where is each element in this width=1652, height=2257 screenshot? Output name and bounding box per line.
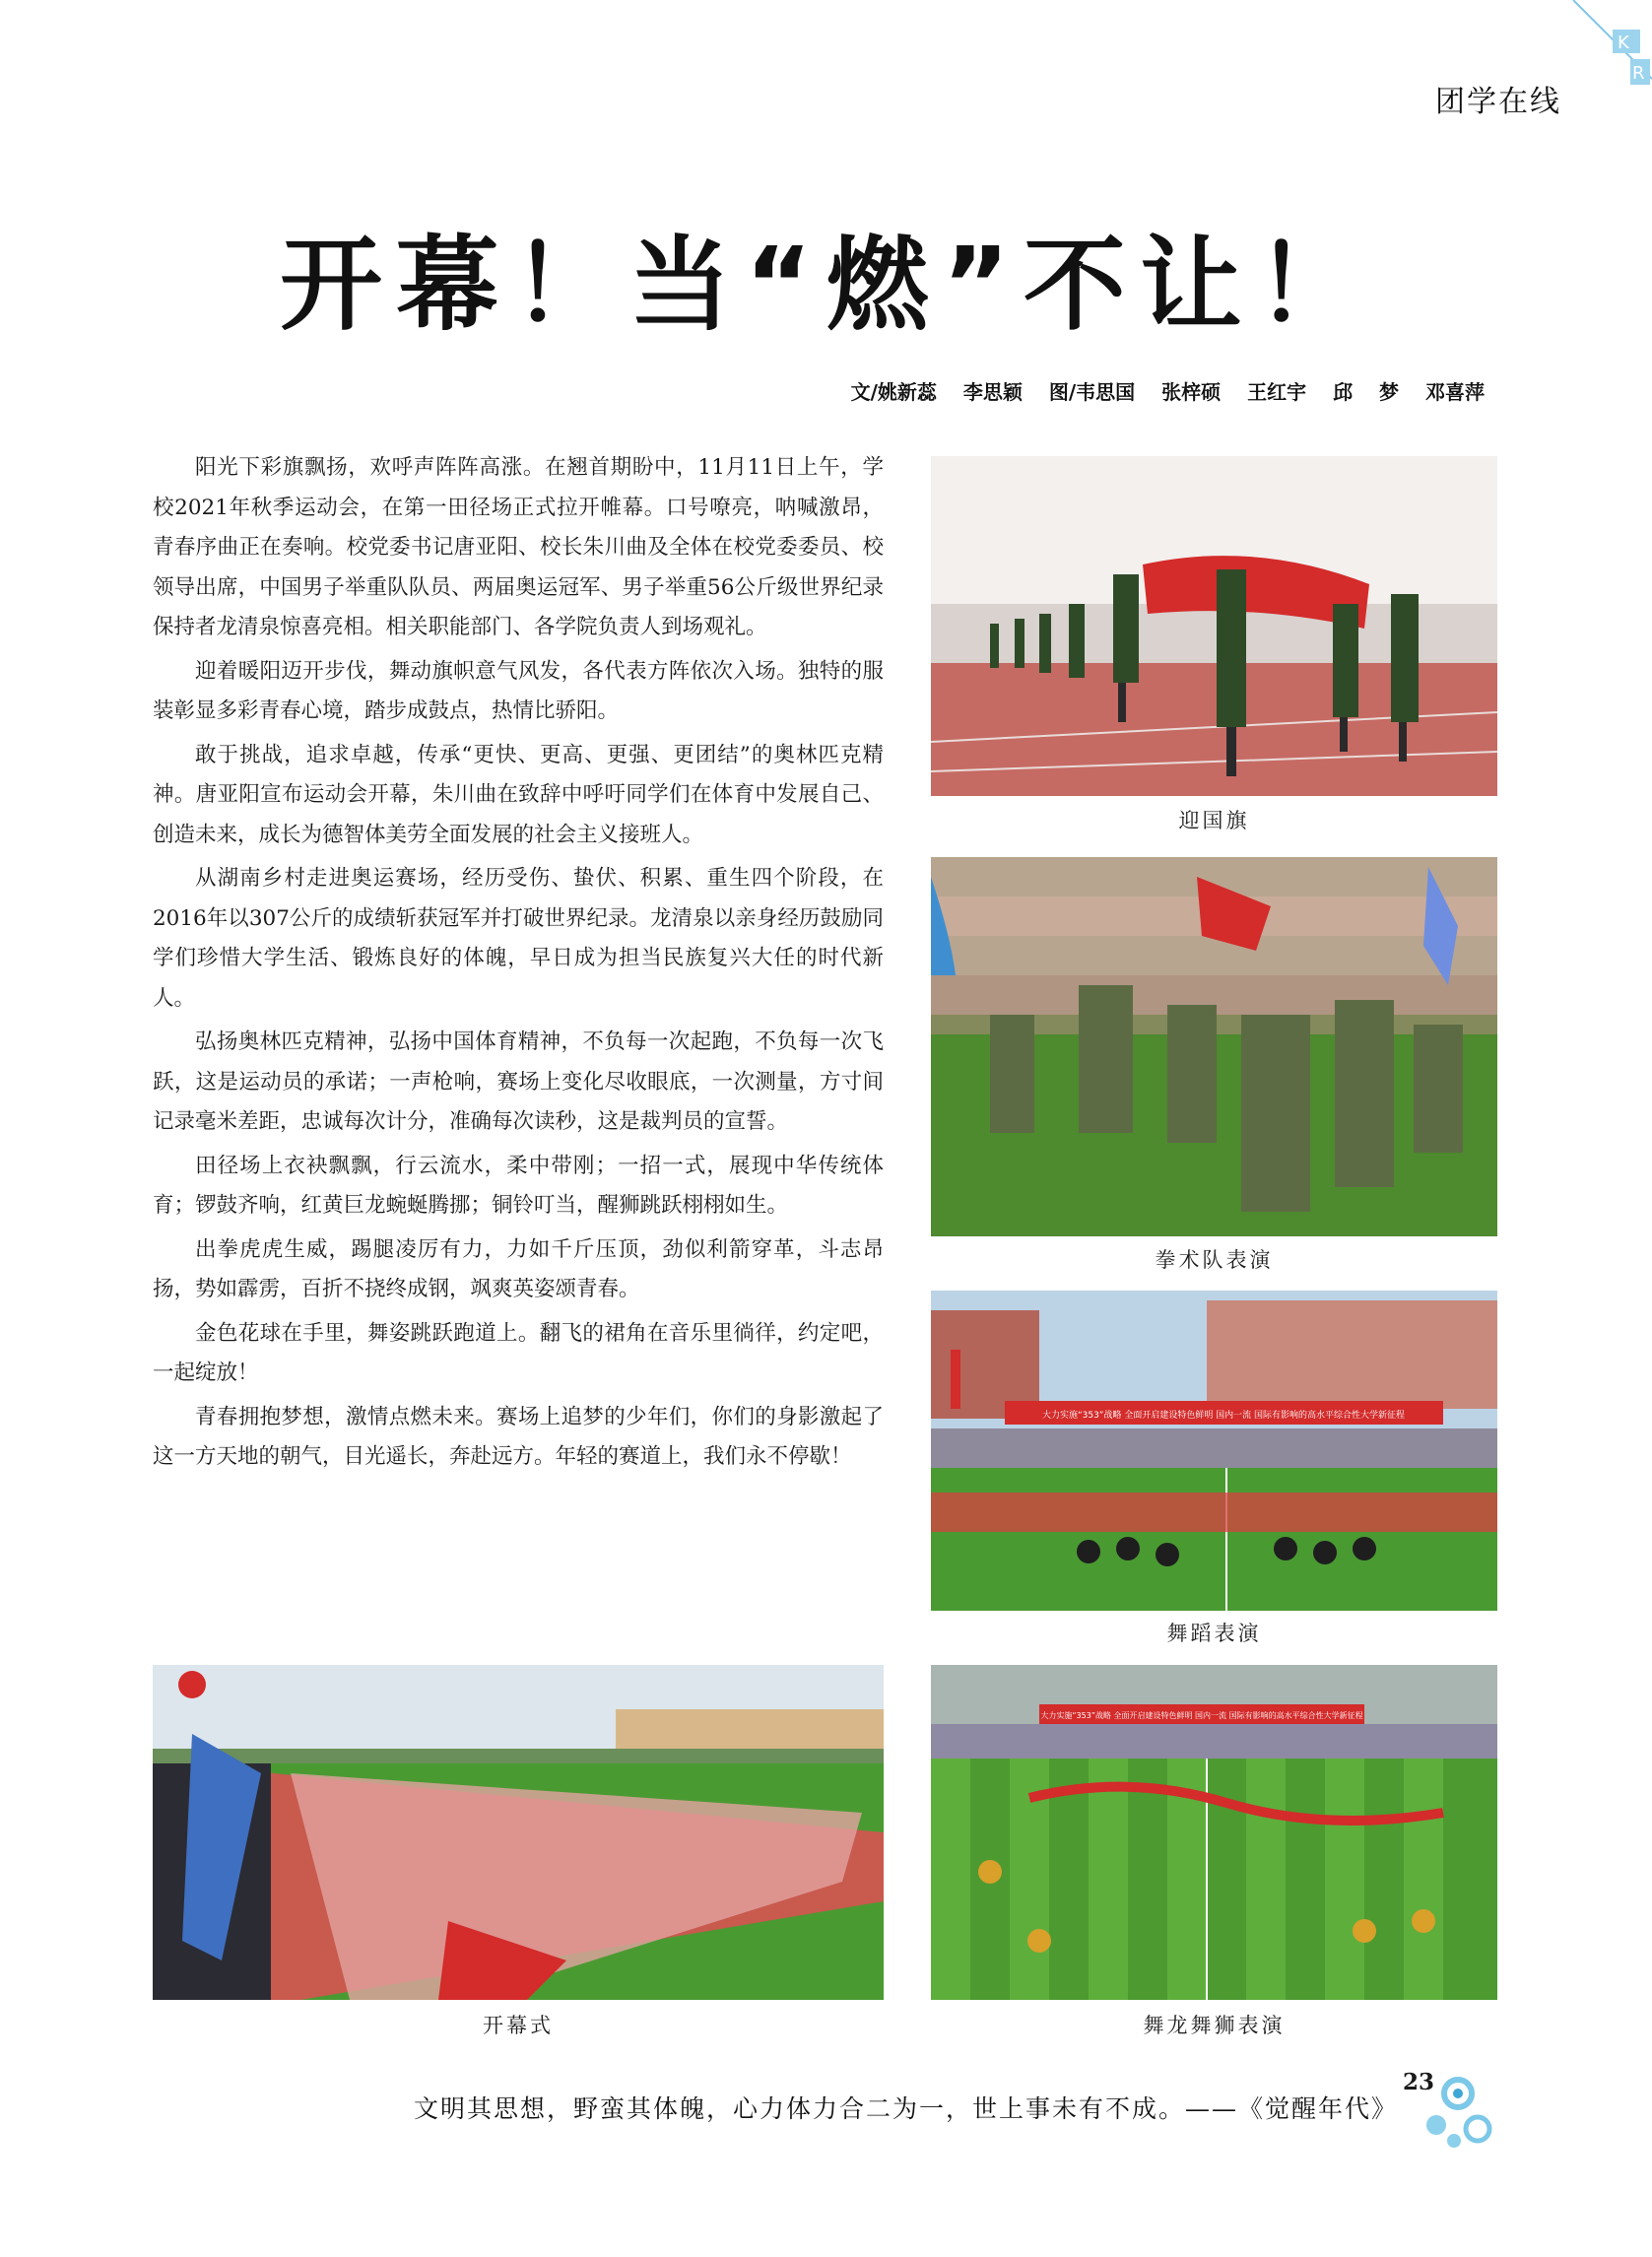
paragraph: 田径场上衣袂飘飘，行云流水，柔中带刚；一招一式，展现中华传统体育；锣鼓齐响，红黄巨龙蜿蜒腾挪；铜铃叮当，醒狮跳跃栩栩如生。 [153,1153,884,1218]
banner-text: 大力实施“353”战略 全面开启建设特色鲜明 国内一流 国际有影响的高水平综合性大学新征程 [1040,1711,1363,1720]
corner-letter-k: K [1618,33,1629,53]
byline-item: 邱 [1333,380,1354,404]
section-tag: 团学在线 [1435,85,1561,119]
paragraph: 出拳虎虎生威，踢腿凌厉有力，力如千斤压顶，劲似利箭穿革，斗志昂扬，势如霹雳，百折不挠终成钢，飒爽英姿颂青春。 [153,1236,884,1301]
byline-item: 邓喜萍 [1425,380,1485,404]
byline-item: 张梓硕 [1161,380,1222,404]
page-number: 23 [1403,2069,1435,2095]
paragraph: 敢于挑战，追求卓越，传承“更快、更高、更强、更团结”的奥林匹克精神。唐亚阳宣布运动会开幕，朱川曲在致辞中呼吁同学们在体育中发展自己、创造未来，成长为德智体美劳全面发展的社会主义接班人。 [153,742,884,847]
title-part-1: 开幕！ [280,225,629,345]
caption-martial: 拳术队表演 [1155,1248,1274,1272]
corner-letter-r: R [1632,63,1645,84]
paragraph: 从湖南乡村走进奥运赛场，经历受伤、蛰伏、积累、重生四个阶段，在2016年以307公斤的成绩斩获冠军并打破世界纪录。龙清泉以亲身经历鼓励同学们珍惜大学生活、锻炼良好的体魄，早日成为担当民族复兴大任的时代新人。 [153,866,884,1011]
caption-flag: 迎国旗 [1178,809,1250,832]
title-part-2: 当“燃”不让！ [628,225,1372,345]
photo-dance [931,1291,1497,1611]
paragraph: 迎着暖阳迈开步伐，舞动旗帜意气风发，各代表方阵依次入场。独特的服装彰显多彩青春心境，踏步成鼓点，热情比骄阳。 [153,658,884,723]
photo-martial-arts [931,857,1497,1236]
byline-item: 梦 [1379,380,1400,404]
paragraph: 弘扬奥林匹克精神，弘扬中国体育精神，不负每一次起跑，不负每一次飞跃，这是运动员的承诺；一声枪响，赛场上变化尽收眼底，一次测量，方寸间记录毫米差距，忠诚每次计分，准确每次读秒，这是裁判员的宣誓。 [153,1029,884,1134]
caption-lion: 舞龙舞狮表演 [1143,2014,1286,2037]
footer-quote: 文明其思想，野蛮其体魄，心力体力合二为一，世上事未有不成。——《觉醒年代》 [414,2094,1399,2123]
byline-item: 李思颖 [962,380,1023,404]
byline-item: 文/姚新蕊 [850,380,937,404]
photo-flag-ceremony [931,456,1497,796]
photo-opening-ceremony [153,1665,884,2000]
byline [837,376,1485,405]
article-body [153,448,884,1482]
caption-dance: 舞蹈表演 [1166,1622,1262,1645]
paragraph: 金色花球在手里，舞姿跳跃跑道上。翻飞的裙角在音乐里徜徉，约定吧，一起绽放！ [153,1320,884,1385]
photo-dragon-lion-dance [931,1665,1497,2000]
paragraph: 青春拥抱梦想，激情点燃未来。赛场上追梦的少年们，你们的身影激起了这一方天地的朝气，目光遥长，奔赴远方。年轻的赛道上，我们永不停歇！ [153,1404,884,1469]
byline-item: 王红宇 [1247,380,1307,404]
paragraph: 阳光下彩旗飘扬，欢呼声阵阵高涨。在翘首期盼中，11月11日上午，学校2021年秋季运动会，在第一田径场正式拉开帷幕。口号嘹亮，呐喊激昂，青春序曲正在奏响。校党委书记唐亚阳、校长朱川曲及全体在校党委委员、校领导出席，中国男子举重队队员、两届奥运冠军、男子举重56公斤级世界纪录保持者龙清泉惊喜亮相。相关职能部门、各学院负责人到场观礼。 [153,455,884,639]
byline-item: 图/韦思国 [1048,380,1136,404]
caption-opening: 开幕式 [483,2014,554,2037]
article-title [0,202,1652,350]
banner-text: 大力实施“353”战略 全面开启建设特色鲜明 国内一流 国际有影响的高水平综合性大学新征程 [1041,1411,1406,1421]
